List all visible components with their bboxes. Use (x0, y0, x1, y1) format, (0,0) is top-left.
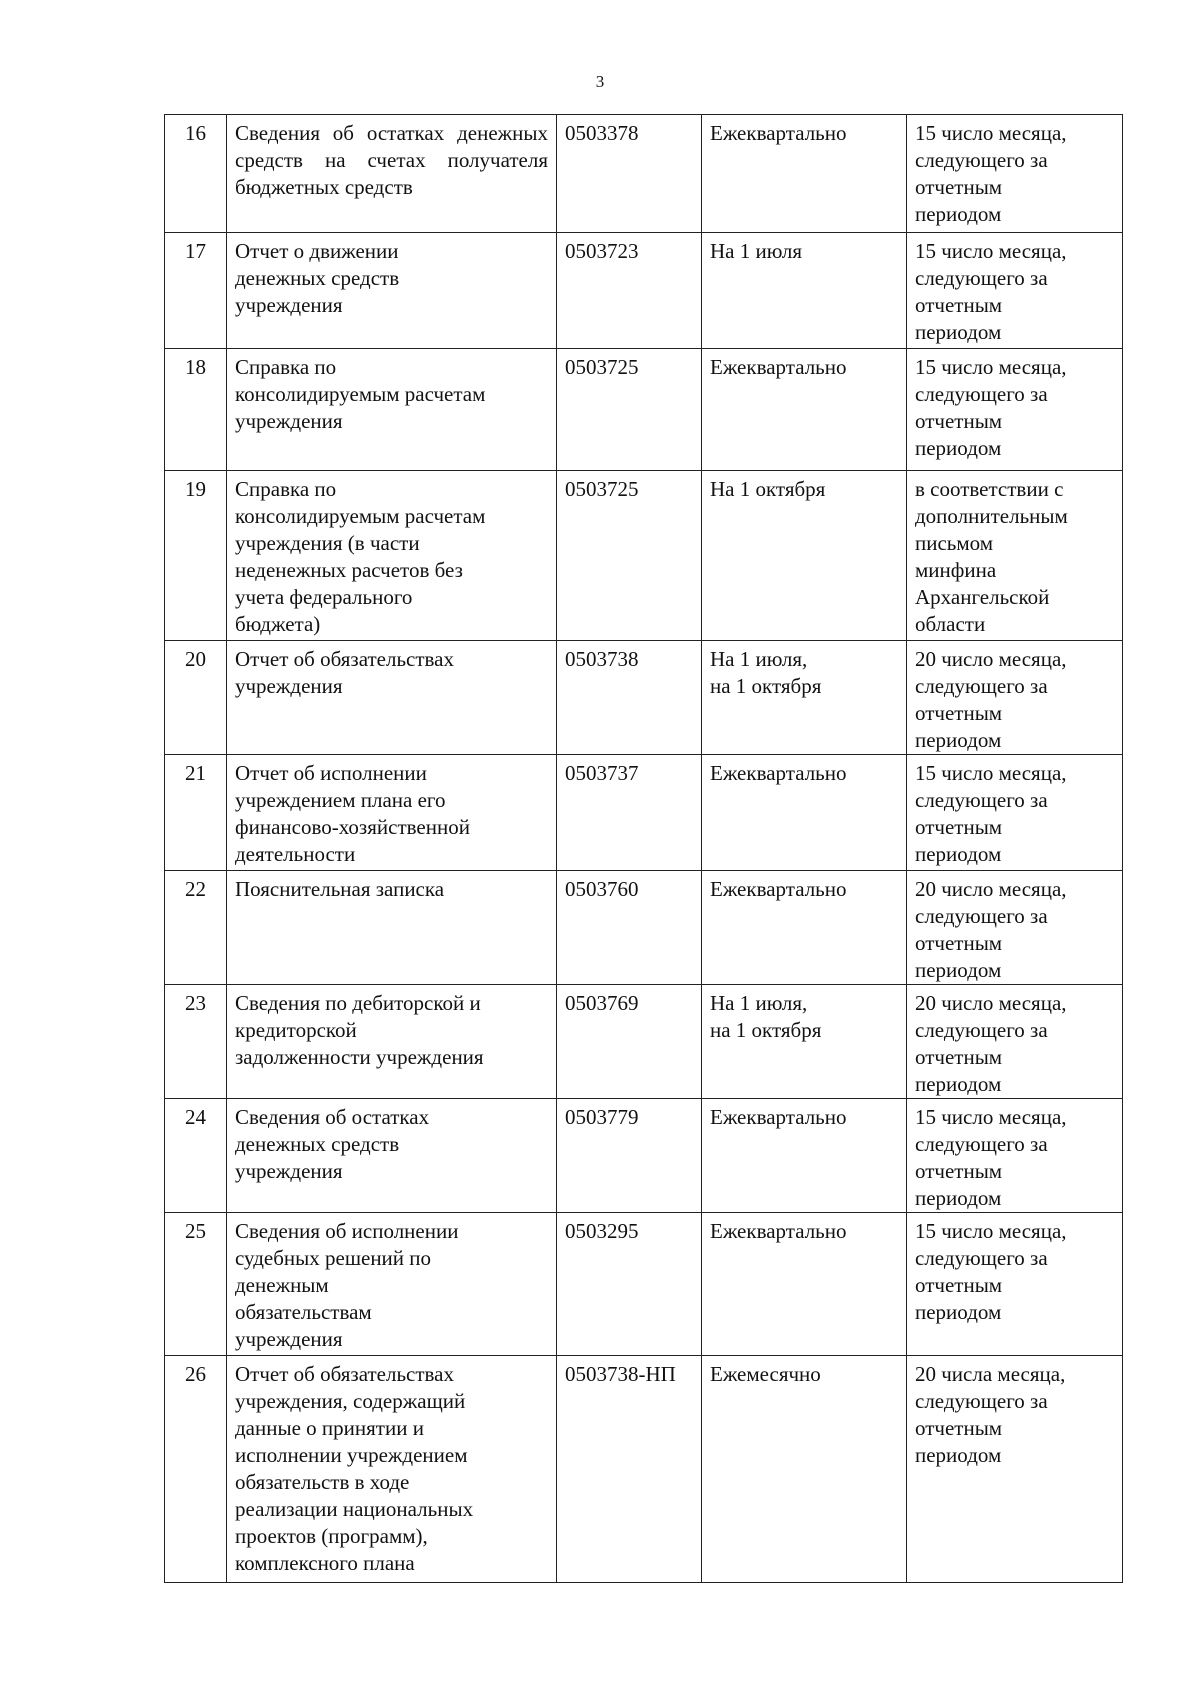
table-row (165, 755, 1123, 871)
table-row (165, 641, 1123, 755)
submission-deadline: 20 число месяца, следующего за отчетным периодом (907, 641, 1123, 755)
form-name: Сведения об исполнении судебных решений по денежным обязательствам учреждения (227, 1213, 557, 1356)
reporting-period: Ежемесячно (702, 1356, 907, 1583)
page-number: 3 (595, 72, 605, 91)
row-number: 17 (165, 233, 227, 349)
form-code: 0503738 (557, 641, 702, 755)
form-code: 0503295 (557, 1213, 702, 1356)
form-name: Пояснительная записка (227, 871, 557, 985)
submission-deadline: 15 число месяца, следующего за отчетным периодом (907, 115, 1123, 233)
row-number: 24 (165, 1099, 227, 1213)
reporting-period: Ежеквартально (702, 1099, 907, 1213)
reporting-period: На 1 июля, на 1 октября (702, 985, 907, 1099)
reporting-period: На 1 июля (702, 233, 907, 349)
form-code: 0503378 (557, 115, 702, 233)
row-number: 18 (165, 349, 227, 471)
submission-deadline: 15 число месяца, следующего за отчетным периодом (907, 1213, 1123, 1356)
form-code: 0503779 (557, 1099, 702, 1213)
submission-deadline: в соответствии с дополнительным письмом минфина Архангельской области (907, 471, 1123, 641)
row-number: 23 (165, 985, 227, 1099)
table-row (165, 349, 1123, 471)
reporting-period: На 1 октября (702, 471, 907, 641)
form-code: 0503760 (557, 871, 702, 985)
submission-deadline: 20 число месяца, следующего за отчетным периодом (907, 871, 1123, 985)
table-row (165, 471, 1123, 641)
form-name: Отчет об обязательствах учреждения (227, 641, 557, 755)
reporting-forms-table (164, 114, 1123, 1583)
form-name: Справка по консолидируемым расчетам учреждения (в части неденежных расчетов без учета федерального бюджета) (227, 471, 557, 641)
reporting-period: На 1 июля, на 1 октября (702, 641, 907, 755)
submission-deadline: 15 число месяца, следующего за отчетным периодом (907, 755, 1123, 871)
form-code: 0503738-НП (557, 1356, 702, 1583)
form-code: 0503725 (557, 471, 702, 641)
reporting-period: Ежеквартально (702, 349, 907, 471)
row-number: 26 (165, 1356, 227, 1583)
row-number: 25 (165, 1213, 227, 1356)
table-row (165, 1213, 1123, 1356)
form-name: Сведения по дебиторской и кредиторской задолженности учреждения (227, 985, 557, 1099)
form-name: Сведения об остатках денежных средств на счетах получателя бюджетных средств (227, 115, 557, 233)
submission-deadline: 15 число месяца, следующего за отчетным периодом (907, 349, 1123, 471)
form-name: Сведения об остатках денежных средств учреждения (227, 1099, 557, 1213)
form-name: Отчет об обязательствах учреждения, содержащий данные о принятии и исполнении учреждением обязательств в ходе реализации национальных проектов (программ), комплексного плана (227, 1356, 557, 1583)
form-code: 0503725 (557, 349, 702, 471)
table-row (165, 115, 1123, 233)
table-row (165, 985, 1123, 1099)
table-row (165, 1356, 1123, 1583)
form-code: 0503723 (557, 233, 702, 349)
submission-deadline: 15 число месяца, следующего за отчетным периодом (907, 1099, 1123, 1213)
table-row (165, 233, 1123, 349)
form-name: Справка по консолидируемым расчетам учреждения (227, 349, 557, 471)
row-number: 20 (165, 641, 227, 755)
form-code: 0503769 (557, 985, 702, 1099)
submission-deadline: 15 число месяца, следующего за отчетным периодом (907, 233, 1123, 349)
row-number: 16 (165, 115, 227, 233)
submission-deadline: 20 числа месяца, следующего за отчетным периодом (907, 1356, 1123, 1583)
table-row (165, 871, 1123, 985)
reporting-period: Ежеквартально (702, 1213, 907, 1356)
row-number: 21 (165, 755, 227, 871)
row-number: 22 (165, 871, 227, 985)
form-name: Отчет о движении денежных средств учреждения (227, 233, 557, 349)
form-code: 0503737 (557, 755, 702, 871)
submission-deadline: 20 число месяца, следующего за отчетным периодом (907, 985, 1123, 1099)
reporting-period: Ежеквартально (702, 871, 907, 985)
row-number: 19 (165, 471, 227, 641)
reporting-period: Ежеквартально (702, 115, 907, 233)
form-name: Отчет об исполнении учреждением плана его финансово-хозяйственной деятельности (227, 755, 557, 871)
table-row (165, 1099, 1123, 1213)
reporting-period: Ежеквартально (702, 755, 907, 871)
